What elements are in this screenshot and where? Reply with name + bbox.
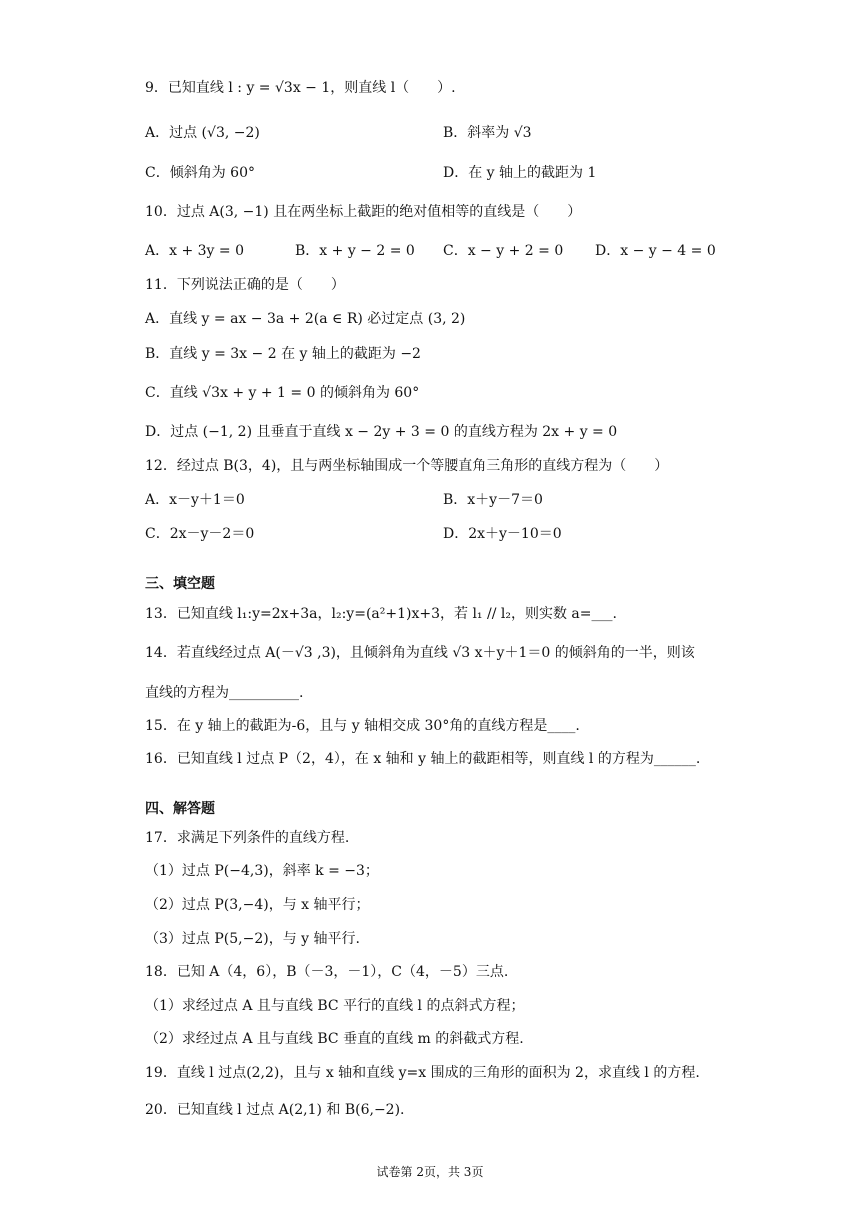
q9-option-c: C．倾斜角为 60°	[145, 165, 255, 181]
q10-stem: 10．过点 A(3, −1) 且在两坐标上截距的绝对值相等的直线是（ ）	[145, 204, 582, 220]
q11-option-a: A．直线 y = ax − 3a + 2(a ∈ R) 必过定点 (3, 2)	[145, 311, 466, 327]
q12-option-a: A．x－y＋1＝0	[145, 492, 245, 508]
q10-option-b: B．x + y − 2 = 0	[295, 243, 415, 259]
q12-option-d: D．2x＋y－10＝0	[443, 526, 562, 542]
q12-stem: 12．经过点 B(3，4)，且与两坐标轴围成一个等腰直角三角形的直线方程为（ ）	[145, 458, 669, 474]
q13-text: 13．已知直线 l₁:y=2x+3a，l₂:y=(a²+1)x+3，若 l₁ // l₂，则实数 a=___.	[145, 606, 617, 622]
section-heading-answer: 四、解答题	[145, 801, 215, 817]
page-footer: 试卷第 2页，共 3页	[376, 1165, 484, 1179]
q14-text-line1: 14．若直线经过点 A(－√3 ,3)，且倾斜角为直线 √3 x＋y＋1＝0 的倾斜角的一半，则该	[145, 645, 695, 661]
q11-stem: 11．下列说法正确的是（ ）	[145, 277, 345, 293]
q10-option-c: C．x − y + 2 = 0	[443, 243, 564, 259]
q18-part2: （2）求经过点 A 且与直线 BC 垂直的直线 m 的斜截式方程.	[145, 1031, 524, 1047]
q17-part1: （1）过点 P(−4,3)，斜率 k = −3；	[145, 863, 379, 879]
q17-part3: （3）过点 P(5,−2)，与 y 轴平行.	[145, 931, 360, 947]
q15-text: 15．在 y 轴上的截距为-6，且与 y 轴相交成 30°角的直线方程是____.	[145, 718, 580, 734]
q18-part1: （1）求经过点 A 且与直线 BC 平行的直线 l 的点斜式方程；	[145, 998, 525, 1014]
q11-option-d: D．过点 (−1, 2) 且垂直于直线 x − 2y + 3 = 0 的直线方程为 2x + y = 0	[145, 424, 618, 440]
q17-part2: （2）过点 P(3,−4)，与 x 轴平行；	[145, 897, 370, 913]
q19-text: 19．直线 l 过点(2,2)，且与 x 轴和直线 y=x 围成的三角形的面积为 2，求直线 l 的方程.	[145, 1065, 700, 1081]
q12-option-b: B．x＋y－7＝0	[443, 492, 543, 508]
q14-text-line2: 直线的方程为__________.	[145, 685, 304, 701]
q10-option-a: A．x + 3y = 0	[145, 243, 244, 259]
q20-text: 20．已知直线 l 过点 A(2,1) 和 B(6,−2).	[145, 1102, 405, 1118]
q18-stem: 18．已知 A（4，6），B（－3，－1），C（4，－5）三点.	[145, 964, 509, 980]
q16-text: 16．已知直线 l 过点 P（2，4），在 x 轴和 y 轴上的截距相等，则直线 l 的方程为______.	[145, 751, 701, 767]
q9-option-b: B．斜率为 √3	[443, 125, 532, 141]
q10-option-d: D．x − y − 4 = 0	[595, 243, 716, 259]
q9-option-d: D．在 y 轴上的截距为 1	[443, 165, 597, 181]
q11-option-c: C．直线 √3x + y + 1 = 0 的倾斜角为 60°	[145, 385, 420, 401]
q17-stem: 17．求满足下列条件的直线方程.	[145, 830, 350, 846]
q9-stem: 9．已知直线 l : y = √3x − 1，则直线 l（ ）.	[145, 80, 456, 96]
q11-option-b: B．直线 y = 3x − 2 在 y 轴上的截距为 −2	[145, 346, 421, 362]
section-heading-fill-in: 三、填空题	[145, 576, 215, 592]
q12-option-c: C．2x－y－2＝0	[145, 526, 255, 542]
q9-option-a: A．过点 (√3, −2)	[145, 125, 260, 141]
